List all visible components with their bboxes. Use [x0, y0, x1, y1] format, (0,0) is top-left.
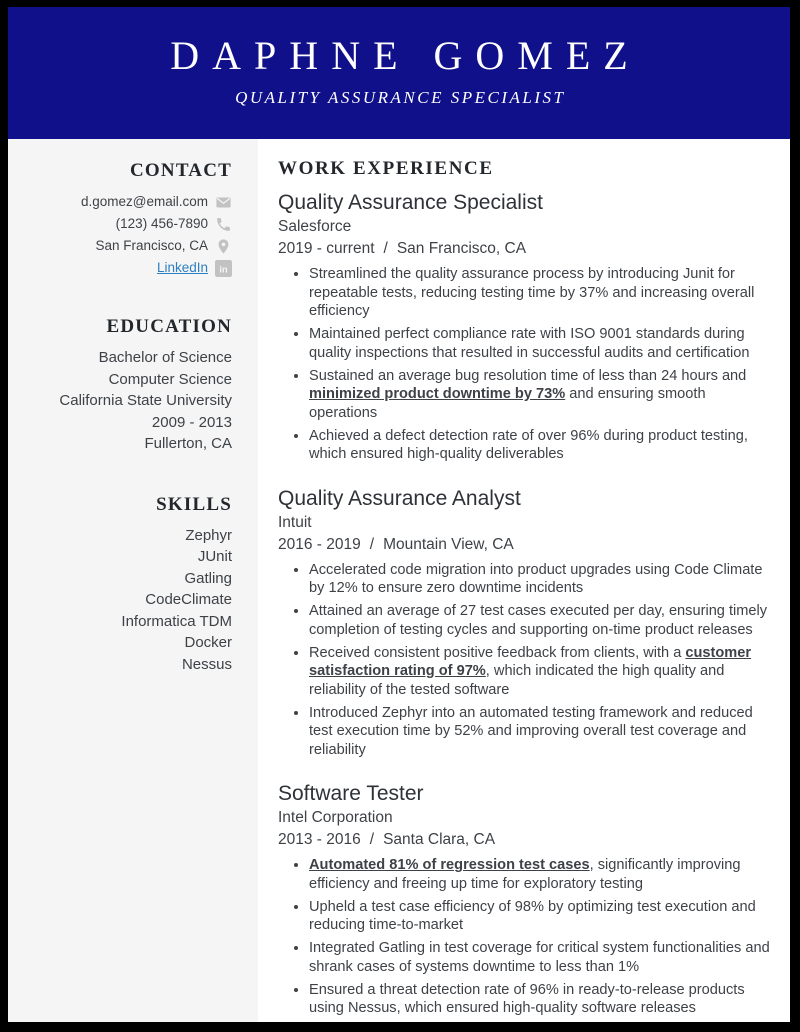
contact-section	[20, 160, 232, 279]
job-dates: 2013 - 2016	[278, 831, 361, 848]
skill-item: Informatica TDM	[121, 612, 232, 630]
education-line: Fullerton, CA	[144, 435, 232, 452]
job-entry	[278, 782, 772, 1018]
contact-heading: CONTACT	[130, 160, 232, 181]
contact-item	[20, 213, 232, 235]
person-name: DAPHNE GOMEZ	[170, 33, 641, 78]
job-title: Quality Assurance Analyst	[278, 486, 521, 510]
job-bullet	[309, 367, 772, 423]
job-dates: 2016 - 2019	[278, 535, 361, 553]
bullet-text: Streamlined the quality assurance process by introducing Junit for repeatable tests, reducing testing time by 37% and increasing overall efficiency	[309, 266, 755, 319]
bullet-highlight-text: Automated 81% of regression test cases	[309, 857, 590, 873]
skills-section	[20, 494, 232, 676]
job-entry	[278, 487, 772, 760]
skills-heading: SKILLS	[156, 493, 232, 515]
bullet-text: Received consistent positive feedback from clients, with a	[309, 644, 686, 661]
sidebar	[8, 139, 258, 1022]
work-experience-heading: WORK EXPERIENCE	[278, 158, 494, 179]
resume-inner	[8, 7, 790, 1022]
contact-item-text: d.gomez@email.com	[81, 194, 208, 209]
header-banner	[8, 7, 790, 139]
job-bullet	[309, 602, 772, 639]
education-list	[20, 347, 232, 455]
job-bullet	[309, 704, 772, 760]
bullet-text: and ensuring smooth operations	[309, 386, 706, 421]
bullet-text: Ensured a threat detection rate of 96% in ready-to-release products using Nessus, which ensured high-quality software releases	[309, 981, 745, 1016]
resume-body	[8, 139, 790, 1022]
job-bullet	[309, 856, 772, 893]
job-bullets	[278, 561, 772, 760]
job-dates-location	[278, 240, 772, 258]
job-company: Intuit	[278, 513, 312, 531]
job-location: Santa Clara, CA	[383, 831, 496, 848]
job-bullet	[309, 561, 772, 598]
education-line: Computer Science	[108, 370, 232, 388]
skill-item: Zephyr	[185, 526, 232, 544]
job-bullet	[309, 427, 772, 464]
envelope-icon	[215, 194, 232, 211]
bullet-text: Integrated Gatling in test coverage for critical system functionalities and shrank cases of systems downtime to less than 1%	[309, 940, 770, 975]
main-content	[258, 139, 790, 1022]
skill-item: JUnit	[197, 548, 232, 565]
education-line: California State University	[59, 392, 232, 409]
bullet-text: Sustained an average bug resolution time of less than 24 hours and	[309, 367, 747, 384]
bullet-text: Achieved a defect detection rate of over 96% during product testing, which ensured high-quality deliverables	[309, 427, 748, 462]
job-bullet	[309, 644, 772, 700]
bullet-highlight-text: minimized product downtime by 73%	[309, 386, 566, 402]
job-company: Intel Corporation	[278, 809, 393, 826]
job-entry	[278, 191, 772, 464]
job-title: Software Tester	[278, 782, 424, 805]
skill-item: Docker	[184, 634, 232, 651]
bullet-text: Upheld a test case efficiency of 98% by optimizing test execution and reducing time-to-market	[309, 898, 756, 933]
job-bullets	[278, 856, 772, 1018]
bullet-text: , significantly improving efficiency and freeing up time for exploratory testing	[309, 857, 741, 892]
education-line: Bachelor of Science	[98, 349, 232, 366]
dates-location-separator: /	[369, 535, 375, 553]
job-location: San Francisco, CA	[396, 240, 527, 257]
contact-item	[20, 191, 232, 213]
linkedin-link[interactable]: LinkedIn	[156, 260, 208, 275]
education-line: 2009 - 2013	[151, 413, 232, 431]
bullet-text: Introduced Zephyr into an automated testing framework and reduced test execution time by 52% and improving overall test coverage and reliability	[309, 704, 753, 758]
skill-item: Gatling	[184, 569, 232, 587]
job-bullet	[309, 325, 772, 362]
linkedin-icon	[215, 260, 232, 277]
contact-item-text: San Francisco, CA	[95, 238, 208, 253]
skill-item: CodeClimate	[145, 591, 232, 608]
location-pin-icon	[215, 238, 232, 255]
skills-list	[20, 525, 232, 676]
job-dates-location	[278, 831, 772, 849]
job-bullet	[309, 939, 772, 976]
skill-item: Nessus	[181, 655, 232, 673]
job-bullet	[309, 981, 772, 1018]
jobs-list	[278, 191, 772, 1018]
contact-list	[20, 191, 232, 279]
job-bullet	[309, 265, 772, 321]
education-section	[20, 316, 232, 455]
job-dates: 2019 - current	[278, 240, 375, 257]
job-bullets	[278, 265, 772, 464]
phone-icon	[215, 216, 232, 233]
bullet-text: Accelerated code migration into product upgrades using Code Climate by 12% to ensure zero downtime incidents	[309, 561, 763, 596]
contact-item	[20, 235, 232, 257]
job-dates-location	[278, 536, 772, 554]
bullet-highlight-text: customer satisfaction rating of 97%	[309, 644, 752, 679]
bullet-text: Attained an average of 27 test cases executed per day, ensuring timely completion of testing cycles and supporting on-time product releases	[309, 603, 768, 638]
dates-location-separator: /	[369, 831, 375, 848]
job-company: Salesforce	[278, 218, 352, 235]
education-heading: EDUCATION	[106, 316, 232, 337]
bullet-text: Maintained perfect compliance rate with ISO 9001 standards during quality inspections that resulted in successful audits and certification	[309, 326, 750, 361]
contact-item	[20, 257, 232, 279]
svg-text:in: in	[219, 263, 228, 274]
job-title: Quality Assurance Specialist	[278, 191, 543, 214]
person-job-title: QUALITY ASSURANCE SPECIALIST	[235, 88, 566, 107]
job-location: Mountain View, CA	[383, 535, 514, 553]
bullet-text: , which indicated the high quality and reliability of the tested software	[309, 663, 725, 698]
dates-location-separator: /	[383, 240, 388, 257]
job-bullet	[309, 898, 772, 935]
contact-item-text: (123) 456-7890	[115, 216, 208, 231]
